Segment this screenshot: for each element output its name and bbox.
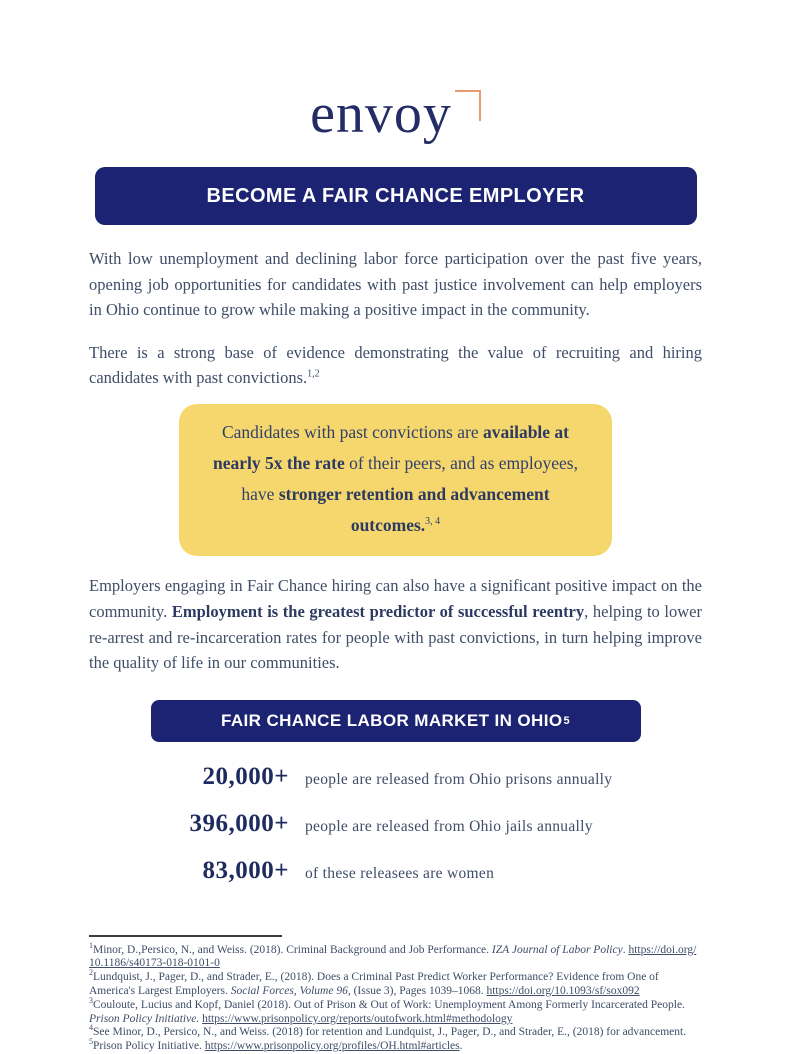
impact-paragraph bbox=[89, 573, 702, 675]
intro-paragraph-2 bbox=[89, 340, 702, 391]
corner-bracket-icon bbox=[455, 90, 481, 121]
footnote-1-link[interactable]: https://doi.org/10.1186/s40173-018-0101-0 bbox=[89, 943, 697, 970]
stat-value: 83,000+ bbox=[202, 856, 289, 884]
footnotes-section bbox=[89, 940, 702, 1054]
stat-label: of these releasees are women bbox=[305, 864, 495, 882]
logo-text: envoy bbox=[310, 83, 452, 145]
intro-paragraph-1 bbox=[89, 246, 702, 323]
main-title-label: BECOME A FAIR CHANCE EMPLOYER bbox=[206, 184, 585, 207]
footnote-5-text: Prison Policy Initiative. bbox=[93, 1040, 205, 1053]
footnote-2-source: Social Forces, Volume 96, bbox=[230, 985, 351, 998]
highlight-seg-2-bold: available at nearly 5x the rate bbox=[213, 421, 570, 473]
footnote-2-text: Lundquist, J., Pager, D., and Strader, E., (2018). Does a Criminal Past Predict Worker Performance? Evidence from One of America's Largest Employers. bbox=[89, 971, 659, 998]
footnote-3 bbox=[89, 995, 702, 1027]
logo bbox=[0, 0, 791, 145]
highlight-seg-1: Candidates with past convictions are bbox=[221, 421, 483, 442]
footnote-3-text: Couloute, Lucius and Kopf, Daniel (2018). Out of Prison & Out of Work: Unemployment Among Formerly Incarcerated People. bbox=[93, 998, 685, 1011]
footnote-ref-3-4: 3, 4 bbox=[425, 516, 441, 528]
footnote-1-number: 1 bbox=[89, 940, 93, 950]
footnote-2-text-2: (Issue 3), Pages 1039–1068. bbox=[350, 985, 487, 998]
stat-row-jails bbox=[89, 810, 702, 838]
stat-label: people are released from Ohio jails annually bbox=[305, 817, 593, 835]
stats-list bbox=[89, 763, 702, 885]
highlight-callout bbox=[179, 404, 612, 557]
footnote-2 bbox=[89, 968, 702, 999]
footnote-3-number: 3 bbox=[89, 995, 93, 1005]
footnote-5-number: 5 bbox=[89, 1037, 93, 1047]
stat-row-prisons bbox=[89, 763, 702, 791]
intro-paragraph-1-text: With low unemployment and declining labor force participation over the past five years, opening job opportunities for candidates with past justice involvement can help employers in Ohio continue to grow while making a positive impact in the community. bbox=[89, 249, 702, 320]
footnote-1-source: IZA Journal of Labor Policy bbox=[491, 943, 623, 956]
highlight-seg-3: of their peers, and as employees, have bbox=[241, 452, 578, 505]
footnote-4-text: See Minor, D., Persico, N., and Weiss. (2018) for retention and Lundquist, J., Pager, D., and Strader, E., (2018) for advancement. bbox=[93, 1026, 687, 1039]
stat-label: people are released from Ohio prisons annually bbox=[305, 770, 613, 788]
footnote-1 bbox=[89, 940, 702, 972]
impact-seg-1: Employers engaging in Fair Chance hiring can also have a significant positive impact on the community. bbox=[89, 576, 702, 621]
footnote-2-number: 2 bbox=[89, 968, 93, 978]
stat-row-women bbox=[89, 857, 702, 885]
footnote-divider bbox=[89, 935, 282, 937]
impact-seg-2-bold: Employment is the greatest predictor of successful reentry bbox=[171, 601, 585, 621]
intro-paragraph-2-text: There is a strong base of evidence demonstrating the value of recruiting and hiring candidates with past convictions. bbox=[89, 342, 702, 388]
stat-value: 20,000+ bbox=[202, 762, 289, 790]
footnote-1-text: Minor, D.,Persico, N., and Weiss. (2018). Criminal Background and Job Performance. bbox=[93, 943, 492, 956]
footnote-4 bbox=[89, 1023, 702, 1040]
footnote-5-link[interactable]: https://www.prisonpolicy.org/profiles/OH.html#articles bbox=[204, 1040, 460, 1053]
footnote-ref-1-2: 1,2 bbox=[307, 368, 320, 380]
market-section-label: FAIR CHANCE LABOR MARKET IN OHIO bbox=[221, 710, 563, 730]
footnote-5-text-2: . bbox=[459, 1040, 463, 1053]
footnote-4-number: 4 bbox=[89, 1023, 93, 1033]
footnote-1-text-2: . bbox=[622, 943, 629, 956]
impact-seg-3: , helping to lower re-arrest and re-incarceration rates for people with past convictions, in turn helping improve the quality of life in our communities. bbox=[89, 601, 702, 673]
market-section-banner: FAIR CHANCE LABOR MARKET IN OHIO 5 bbox=[151, 700, 641, 742]
footnote-5 bbox=[89, 1037, 702, 1054]
footnote-3-source: Prison Policy Initiative. bbox=[89, 1012, 200, 1025]
highlight-seg-4-bold: stronger retention and advancement outcomes. bbox=[278, 484, 550, 536]
stat-value: 396,000+ bbox=[189, 809, 289, 837]
main-title-banner bbox=[95, 167, 697, 225]
footnote-2-link[interactable]: https://doi.org/10.1093/sf/sox092 bbox=[486, 985, 640, 998]
footnote-3-link[interactable]: https://www.prisonpolicy.org/reports/outofwork.html#methodology bbox=[202, 1012, 513, 1025]
